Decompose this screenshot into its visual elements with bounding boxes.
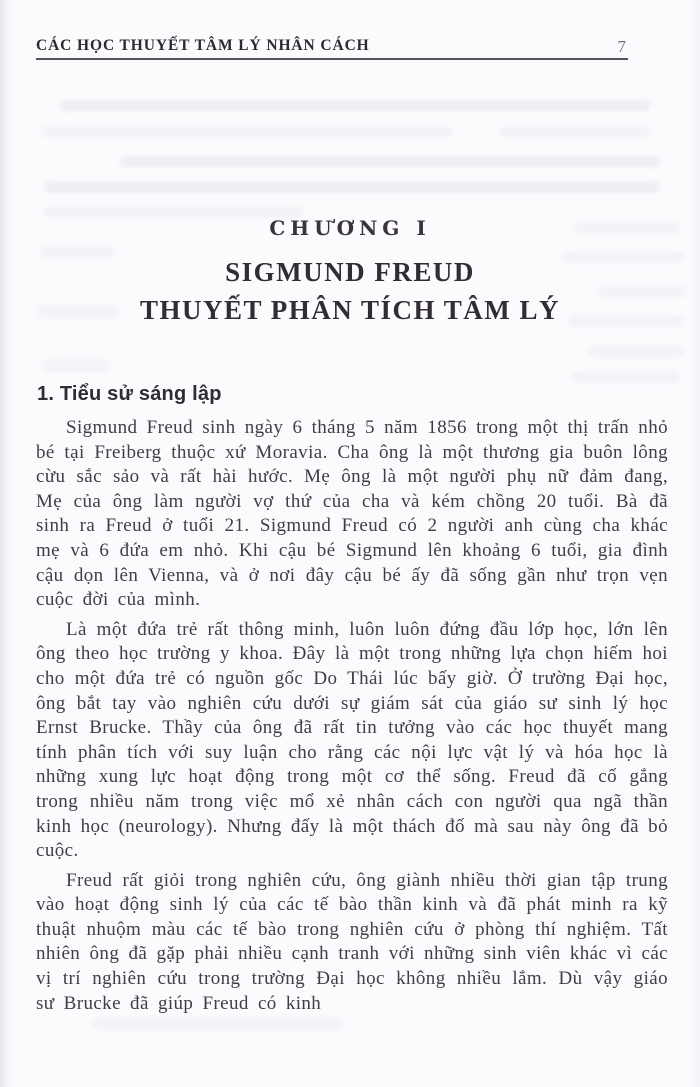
bleedthrough-artifact <box>42 126 452 137</box>
page-number: 7 <box>617 37 626 56</box>
chapter-title-line1: SIGMUND FREUD <box>225 257 475 287</box>
chapter-label: CHƯƠNG I <box>269 216 431 240</box>
running-title: CÁC HỌC THUYẾT TÂM LÝ NHÂN CÁCH <box>36 37 370 54</box>
section-heading: 1. Tiểu sử sáng lập <box>37 383 222 405</box>
paragraph-biography-1: Sigmund Freud sinh ngày 6 tháng 5 năm 1856 trong một thị trấn nhỏ bé tại Freiberg thuộc xứ Moravia. Cha ông là một thương gia buôn lông cừu sắc sảo và rất hài hước. Mẹ ông là một người phụ nữ đảm đang, Mẹ của ông làm người vợ thứ của cha và kém chồng 20 tuổi. Bà đã sinh ra Freud ở tuổi 21. Sigmund Freud có 2 người anh cùng cha khác mẹ và 6 đứa em nhỏ. Khi cậu bé Sigmund lên khoảng 6 tuổi, gia đình cậu dọn lên Vienna, và ở nơi đây cậu bé ấy đã sống gần như trọn vẹn cuộc đời của mình. <box>36 417 668 611</box>
bleedthrough-artifact <box>60 100 650 111</box>
bleedthrough-artifact <box>500 126 650 137</box>
paragraph-biography-2: Là một đứa trẻ rất thông minh, luôn luôn đứng đầu lớp học, lớn lên ông theo học trường y khoa. Đây là một trong những lựa chọn hiếm hoi cho một đứa trẻ có nguồn gốc Do Thái lúc bấy giờ. Ở trường Đại học, ông bắt tay vào nghiên cứu dưới sự giám sát của giáo sư sinh lý học Ernst Brucke. Thầy của ông đã rất tin tưởng vào các học thuyết mang tính phân tích với suy luận cho rằng các nội lực vật lý và hóa học là những xung lực hoạt động trong một cơ thể sống. Freud đã cố gắng trong nhiều năm trong việc mổ xẻ nhân cách con người qua ngã thần kinh học (neurology). Nhưng đấy là một thách đố mà sau này ông đã bỏ cuộc. <box>36 618 668 862</box>
chapter-heading <box>0 216 700 326</box>
page-header <box>36 37 628 60</box>
bleedthrough-artifact <box>42 360 110 371</box>
paragraph-biography-3: Freud rất giỏi trong nghiên cứu, ông giành nhiều thời gian tập trung vào hoạt động sinh lý của các tế bào thần kinh và đã phát minh ra kỹ thuật nhuộm màu các tế bào trong nghiên cứu ở phòng thí nghiệm. Tất nhiên ông đã gặp phải nhiều cạnh tranh với những sinh viên khác vì các vị trí nghiên cứu trong trường Đại học không nhiều lắm. Dù vậy giáo sư Brucke đã giúp Freud có kinh <box>36 869 668 1014</box>
bleedthrough-artifact <box>44 182 660 193</box>
chapter-title-line2: THUYẾT PHÂN TÍCH TÂM LÝ <box>139 295 561 325</box>
bleedthrough-artifact <box>120 156 660 167</box>
bleedthrough-artifact <box>588 346 683 357</box>
body-text <box>36 416 668 1021</box>
bleedthrough-artifact <box>572 372 680 383</box>
